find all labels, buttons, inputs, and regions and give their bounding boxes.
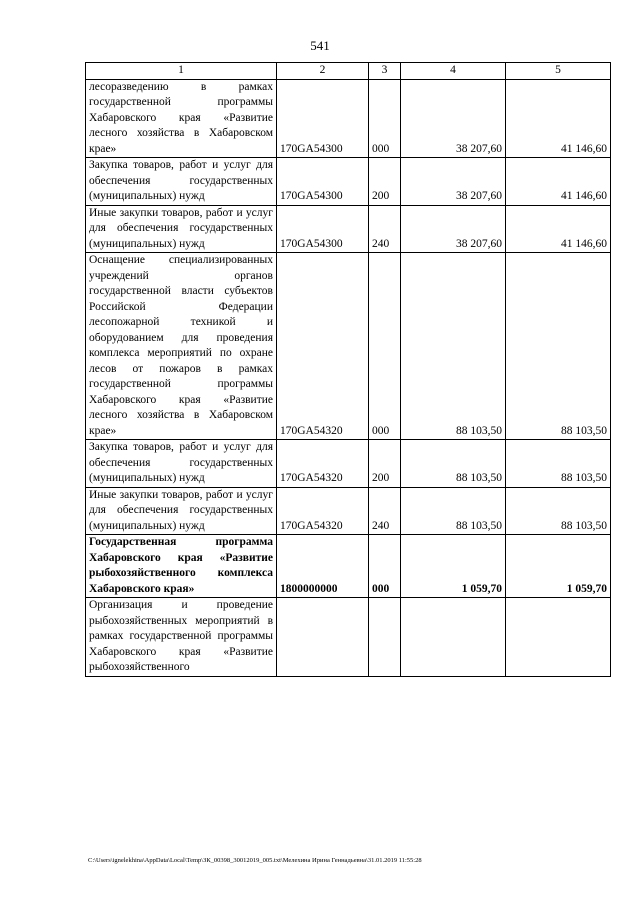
row-vr-code: 000 bbox=[369, 253, 401, 440]
row-sum-2: 88 103,50 bbox=[506, 487, 611, 535]
row-name: Оснащение специализированных учреждений органов государственной власти субъектов Российской Федерации лесопожарной техникой и оборудованием для проведения комплекса мероприятий по охране лесов от пожаров в рамках государственной программы Хабаровского края «Развитие лесного хозяйства в Хабаровском крае» bbox=[86, 253, 277, 440]
file-path-footer: C:\Users\ignelekhina\AppData\Local\Temp\ЗК_00398_30012019_005.txt\Мелехина Ирина Геннадьевна\31.01.2019 11:55:28 bbox=[88, 857, 422, 864]
row-sum-2: 88 103,50 bbox=[506, 440, 611, 488]
header-col-5: 5 bbox=[506, 63, 611, 80]
table-row bbox=[86, 205, 611, 253]
row-sum-1: 1 059,70 bbox=[401, 535, 506, 598]
header-row bbox=[86, 63, 611, 80]
row-name: Государственная программа Хабаровского края «Развитие рыбохозяйственного комплекса Хабаровского края» bbox=[86, 535, 277, 598]
header-col-3: 3 bbox=[369, 63, 401, 80]
row-name: Закупка товаров, работ и услуг для обеспечения государственных (муниципальных) нужд bbox=[86, 158, 277, 206]
row-vr-code: 000 bbox=[369, 535, 401, 598]
row-name: Иные закупки товаров, работ и услуг для обеспечения государственных (муниципальных) нужд bbox=[86, 487, 277, 535]
table-body bbox=[86, 79, 611, 676]
row-vr-code: 200 bbox=[369, 158, 401, 206]
row-vr-code bbox=[369, 598, 401, 677]
row-sum-2 bbox=[506, 598, 611, 677]
row-csr-code bbox=[277, 598, 369, 677]
row-sum-1: 38 207,60 bbox=[401, 79, 506, 158]
table-row bbox=[86, 440, 611, 488]
table-row bbox=[86, 79, 611, 158]
row-name: лесоразведению в рамках государственной программы Хабаровского края «Развитие лесного хозяйства в Хабаровском крае» bbox=[86, 79, 277, 158]
header-col-1: 1 bbox=[86, 63, 277, 80]
row-sum-1: 38 207,60 bbox=[401, 158, 506, 206]
table-row-program bbox=[86, 535, 611, 598]
row-vr-code: 240 bbox=[369, 205, 401, 253]
row-csr-code: 170GA54300 bbox=[277, 205, 369, 253]
row-sum-1: 38 207,60 bbox=[401, 205, 506, 253]
row-csr-code: 170GA54320 bbox=[277, 253, 369, 440]
row-name: Организация и проведение рыбохозяйственных мероприятий в рамках государственной программы Хабаровского края «Развитие рыбохозяйственного bbox=[86, 598, 277, 677]
row-csr-code: 170GA54300 bbox=[277, 79, 369, 158]
row-sum-1: 88 103,50 bbox=[401, 253, 506, 440]
row-sum-2: 41 146,60 bbox=[506, 158, 611, 206]
table-row bbox=[86, 598, 611, 677]
row-sum-2: 1 059,70 bbox=[506, 535, 611, 598]
row-sum-2: 88 103,50 bbox=[506, 253, 611, 440]
row-name: Закупка товаров, работ и услуг для обеспечения государственных (муниципальных) нужд bbox=[86, 440, 277, 488]
table-row bbox=[86, 487, 611, 535]
row-csr-code: 170GA54320 bbox=[277, 440, 369, 488]
row-csr-code: 1800000000 bbox=[277, 535, 369, 598]
header-col-2: 2 bbox=[277, 63, 369, 80]
header-col-4: 4 bbox=[401, 63, 506, 80]
row-vr-code: 200 bbox=[369, 440, 401, 488]
row-sum-2: 41 146,60 bbox=[506, 79, 611, 158]
row-sum-1: 88 103,50 bbox=[401, 440, 506, 488]
row-sum-1: 88 103,50 bbox=[401, 487, 506, 535]
page-number: 541 bbox=[310, 38, 330, 53]
row-csr-code: 170GA54300 bbox=[277, 158, 369, 206]
row-csr-code: 170GA54320 bbox=[277, 487, 369, 535]
table-row bbox=[86, 158, 611, 206]
row-vr-code: 240 bbox=[369, 487, 401, 535]
row-sum-2: 41 146,60 bbox=[506, 205, 611, 253]
budget-table bbox=[85, 62, 611, 677]
row-vr-code: 000 bbox=[369, 79, 401, 158]
row-sum-1 bbox=[401, 598, 506, 677]
row-name: Иные закупки товаров, работ и услуг для обеспечения государственных (муниципальных) нужд bbox=[86, 205, 277, 253]
table-row bbox=[86, 253, 611, 440]
